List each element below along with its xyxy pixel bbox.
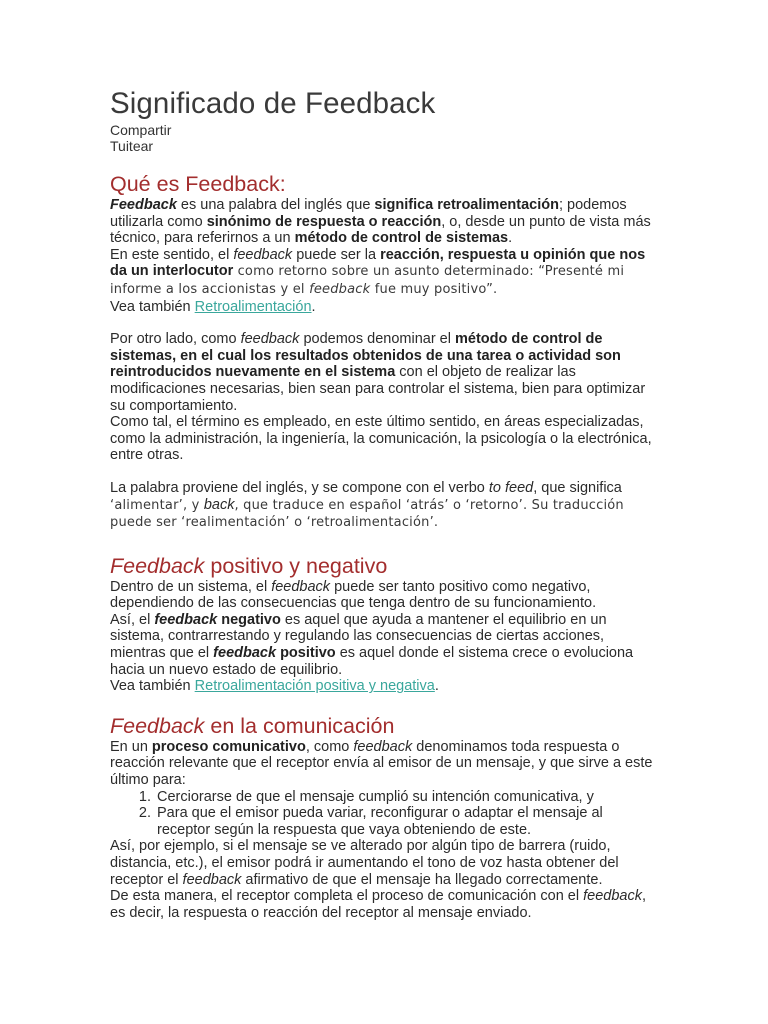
paragraph: En un proceso comunicativo, como feedback denominamos toda respuesta o reacción relevante que el receptor envía al emisor de un mensaje, y que sirve a este último para: [110, 738, 653, 789]
section-heading-positivo-negativo: Feedback positivo y negativo [110, 553, 388, 578]
share-links [110, 122, 658, 154]
paragraph: Así, el feedback negativo es aquel que ayuda a mantener el equilibrio en un sistema, contrarrestando y regulando las consecuencias de ciertas acciones, mientras que el feedback positivo es aquel donde el sistema crece o evoluciona hacia un nuevo estado de equilibrio. [110, 611, 634, 678]
paragraph: Por otro lado, como feedback podemos denominar el método de control de sistemas, en el cual los resultados obtenidos de una tarea o actividad son reintroducidos nuevamente en el sistema con el objeto de realizar las modificaciones necesarias, bien sean para controlar el sistema, bien para optimizar su comportamiento. [110, 331, 646, 414]
paragraph: Dentro de un sistema, el feedback puede ser tanto positivo como negativo, dependiendo de las consecuencias que tenga dentro de su funcionamiento. [110, 578, 597, 612]
numbered-list [110, 789, 658, 839]
paragraph: Feedback es una palabra del inglés que significa retroalimentación; podemos utilizarla como sinónimo de respuesta o reacción, o, desde un punto de vista más técnico, para referirnos a un método de control de sistemas. [110, 197, 651, 247]
paragraph: En este sentido, el feedback puede ser la reacción, respuesta u opinión que nos da un interlocutor como retorno sobre un asunto determinado: “Presenté mi informe a los accionistas y el feedback fue muy positivo”. [110, 246, 646, 297]
paragraph: Así, por ejemplo, si el mensaje se ve alterado por algún tipo de barrera (ruido, distancia, etc.), el emisor podrá ir aumentando el tono de voz hasta obtener del receptor el feedback afirmativo de que el mensaje ha llegado correctamente. [110, 838, 619, 888]
paragraph: La palabra proviene del inglés, y se compone con el verbo to feed, que significa ‘alimentar’, y back, que traduce en español ‘atrás’ o ‘retorno’. Su traducción puede ser ‘realimentación’ o ‘retroalimentación’. [110, 479, 624, 531]
share-tuitear-link[interactable]: Tuitear [110, 138, 154, 154]
section-heading-que-es: Qué es Feedback: [110, 172, 286, 196]
article [110, 86, 658, 921]
retroalimentacion-positiva-negativa-link[interactable]: Retroalimentación positiva y negativa [194, 678, 435, 695]
paragraph: Como tal, el término es empleado, en este último sentido, en áreas especializadas, como la administración, la ingeniería, la comunicación, la psicología o la electrónica, entre otras. [110, 414, 652, 464]
paragraph: De esta manera, el receptor completa el proceso de comunicación con el feedback, es decir, la respuesta o reacción del receptor al mensaje enviado. [110, 888, 647, 921]
list-item: 1. Cerciorarse de que el mensaje cumplió su intención comunicativa, y [155, 789, 658, 806]
see-also: Vea también Retroalimentación positiva y negativa. [110, 678, 439, 695]
section-heading-comunicacion: Feedback en la comunicación [110, 713, 395, 738]
share-compartir-link[interactable]: Compartir [110, 122, 172, 138]
retroalimentacion-link[interactable]: Retroalimentación [194, 298, 312, 315]
list-item: 2. Para que el emisor pueda variar, reconfigurar o adaptar el mensaje al receptor según la respuesta que vaya obteniendo de este. [155, 805, 658, 838]
page-title: Significado de Feedback [110, 87, 436, 120]
see-also: Vea también Retroalimentación. [110, 298, 316, 315]
